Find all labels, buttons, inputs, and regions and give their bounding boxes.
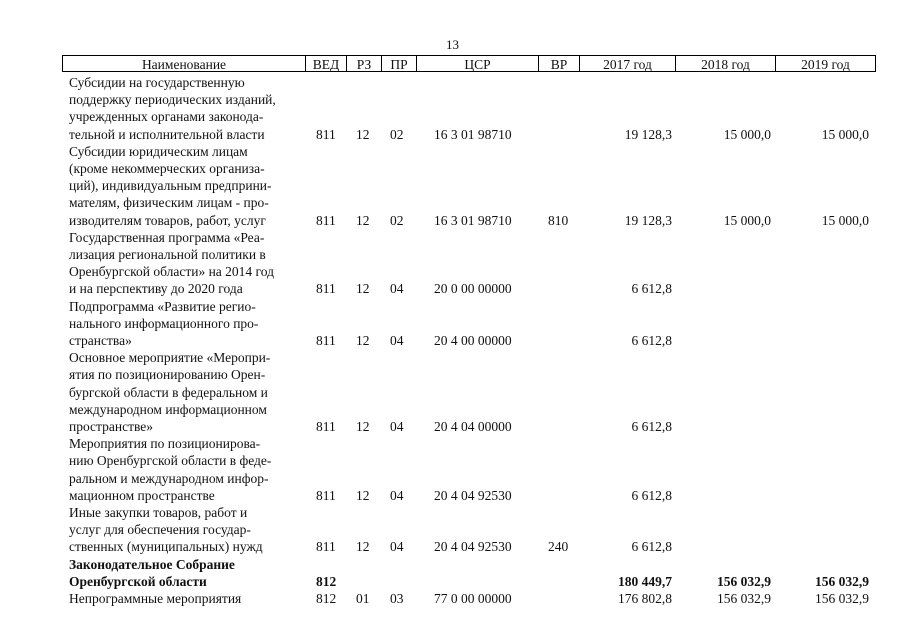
header-csr: ЦСР [417,55,539,72]
row-name-line: Непрограммные мероприятия [69,591,242,606]
row-rz-cell: 12 [356,333,370,348]
row-ved-cell: 811 [316,333,336,348]
row-name-line: Мероприятия по позиционирова- [69,436,261,452]
row-name-line: услуг для обеспечения государ- [69,522,251,538]
row-name-line: Субсидии на государственную [69,75,245,90]
row-name-line: мационном пространстве [69,487,215,503]
header-2018: 2018 год [676,55,776,72]
row-name-line: нального информационного про- [69,315,259,331]
row-rz-cell: 12 [356,539,370,555]
row-csr-cell: 16 3 01 98710 [434,126,512,142]
row-pr-cell: 04 [390,539,404,555]
row-y2018-cell: 156 032,9 [717,573,771,589]
row-pr-cell: 02 [390,212,404,228]
row-name-line: международном информационном [69,401,267,417]
row-vr-cell: 240 [548,539,569,555]
row-pr-cell: 04 [390,281,404,297]
row-name-line: странства» [69,333,132,348]
row-rz-cell: 01 [356,591,370,606]
row-rz-cell: 12 [356,212,370,228]
row-y2017-cell: 6 612,8 [631,281,672,297]
row-ved-cell: 811 [316,281,336,297]
row-name-line: Субсидии юридическим лицам [69,143,248,159]
row-vr-cell: 810 [548,212,569,228]
row-rz-cell: 12 [356,487,370,503]
row-name-line: Оренбургской области» на 2014 год [69,264,274,280]
row-y2017-cell: 6 612,8 [631,333,672,348]
row-name-line: Государственная программа «Реа- [69,229,265,245]
row-pr-cell: 04 [390,333,404,348]
row-name-line: (кроме некоммерческих организа- [69,161,265,176]
row-ved-cell: 812 [316,591,337,606]
row-name-line: ятия по позиционированию Орен- [69,367,266,383]
row-ved-cell: 811 [316,487,336,503]
row-name-line: поддержку периодических изданий, [69,92,276,108]
row-name-line: изводителям товаров, работ, услуг [69,212,266,228]
row-pr-cell: 04 [390,487,404,503]
header-2019: 2019 год [776,55,876,72]
row-name-line: Оренбургской области [69,573,207,589]
row-name-line: Основное мероприятие «Меропри- [69,350,271,366]
row-name-line: ций), индивидуальным предприни- [69,178,272,194]
row-rz-cell: 12 [356,281,370,297]
row-y2017-cell: 19 128,3 [624,212,672,228]
row-name-line: бургской области в федеральном и [69,384,268,400]
row-y2019-cell: 156 032,9 [815,591,869,606]
row-csr-cell: 20 4 04 92530 [434,487,512,503]
header-2017: 2017 год [580,55,676,72]
row-csr-cell: 20 0 00 00000 [434,281,512,297]
header-pr: ПР [382,55,417,72]
row-csr-cell: 77 0 00 00000 [434,591,512,606]
row-name-line: и на перспективу до 2020 года [69,281,243,297]
row-name-line: Подпрограмма «Развитие регио- [69,298,256,314]
row-y2017-cell: 176 802,8 [618,591,672,606]
row-csr-cell: 20 4 04 00000 [434,419,512,434]
row-pr-cell: 02 [390,126,404,142]
row-y2018-cell: 15 000,0 [723,212,771,228]
row-name-line: лизация региональной политики в [69,247,266,262]
row-ved-cell: 811 [316,212,336,228]
row-pr-cell: 04 [390,419,404,434]
row-y2019-cell: 15 000,0 [821,212,869,228]
row-name-line: учрежденных органами законода- [69,109,264,125]
row-y2017-cell: 6 612,8 [631,419,672,434]
row-csr-cell: 20 4 04 92530 [434,539,512,555]
row-name-line: нию Оренбургской области в феде- [69,453,272,469]
header-rz: РЗ [347,55,382,72]
row-y2018-cell: 15 000,0 [723,126,771,142]
header-vr: ВР [539,55,580,72]
header-ved: ВЕД [306,55,347,72]
row-ved-cell: 811 [316,126,336,142]
page-number: 13 [446,37,459,52]
row-rz-cell: 12 [356,126,370,142]
row-y2017-cell: 6 612,8 [631,487,672,503]
row-name-line: тельной и исполнительной власти [69,126,265,142]
row-name-line: Законодательное Собрание [69,556,235,572]
row-rz-cell: 12 [356,419,370,434]
row-csr-cell: 20 4 00 00000 [434,333,512,348]
row-csr-cell: 16 3 01 98710 [434,212,512,228]
row-y2017-cell: 6 612,8 [631,539,672,555]
row-name-line: ственных (муниципальных) нужд [69,539,263,555]
row-ved-cell: 811 [316,419,336,434]
row-ved-cell: 812 [316,573,337,589]
row-pr-cell: 03 [390,591,404,606]
row-y2019-cell: 15 000,0 [821,126,869,142]
row-name-line: пространстве» [69,419,154,434]
row-y2019-cell: 156 032,9 [815,573,869,589]
row-y2017-cell: 19 128,3 [624,126,672,142]
row-y2018-cell: 156 032,9 [717,591,771,606]
row-ved-cell: 811 [316,539,336,555]
row-name-line: ральном и международном инфор- [69,470,269,486]
row-name-line: Иные закупки товаров, работ и [69,505,248,520]
header-name: Наименование [62,55,306,72]
row-y2017-cell: 180 449,7 [618,573,672,589]
row-name-line: мателям, физическим лицам - про- [69,195,269,211]
